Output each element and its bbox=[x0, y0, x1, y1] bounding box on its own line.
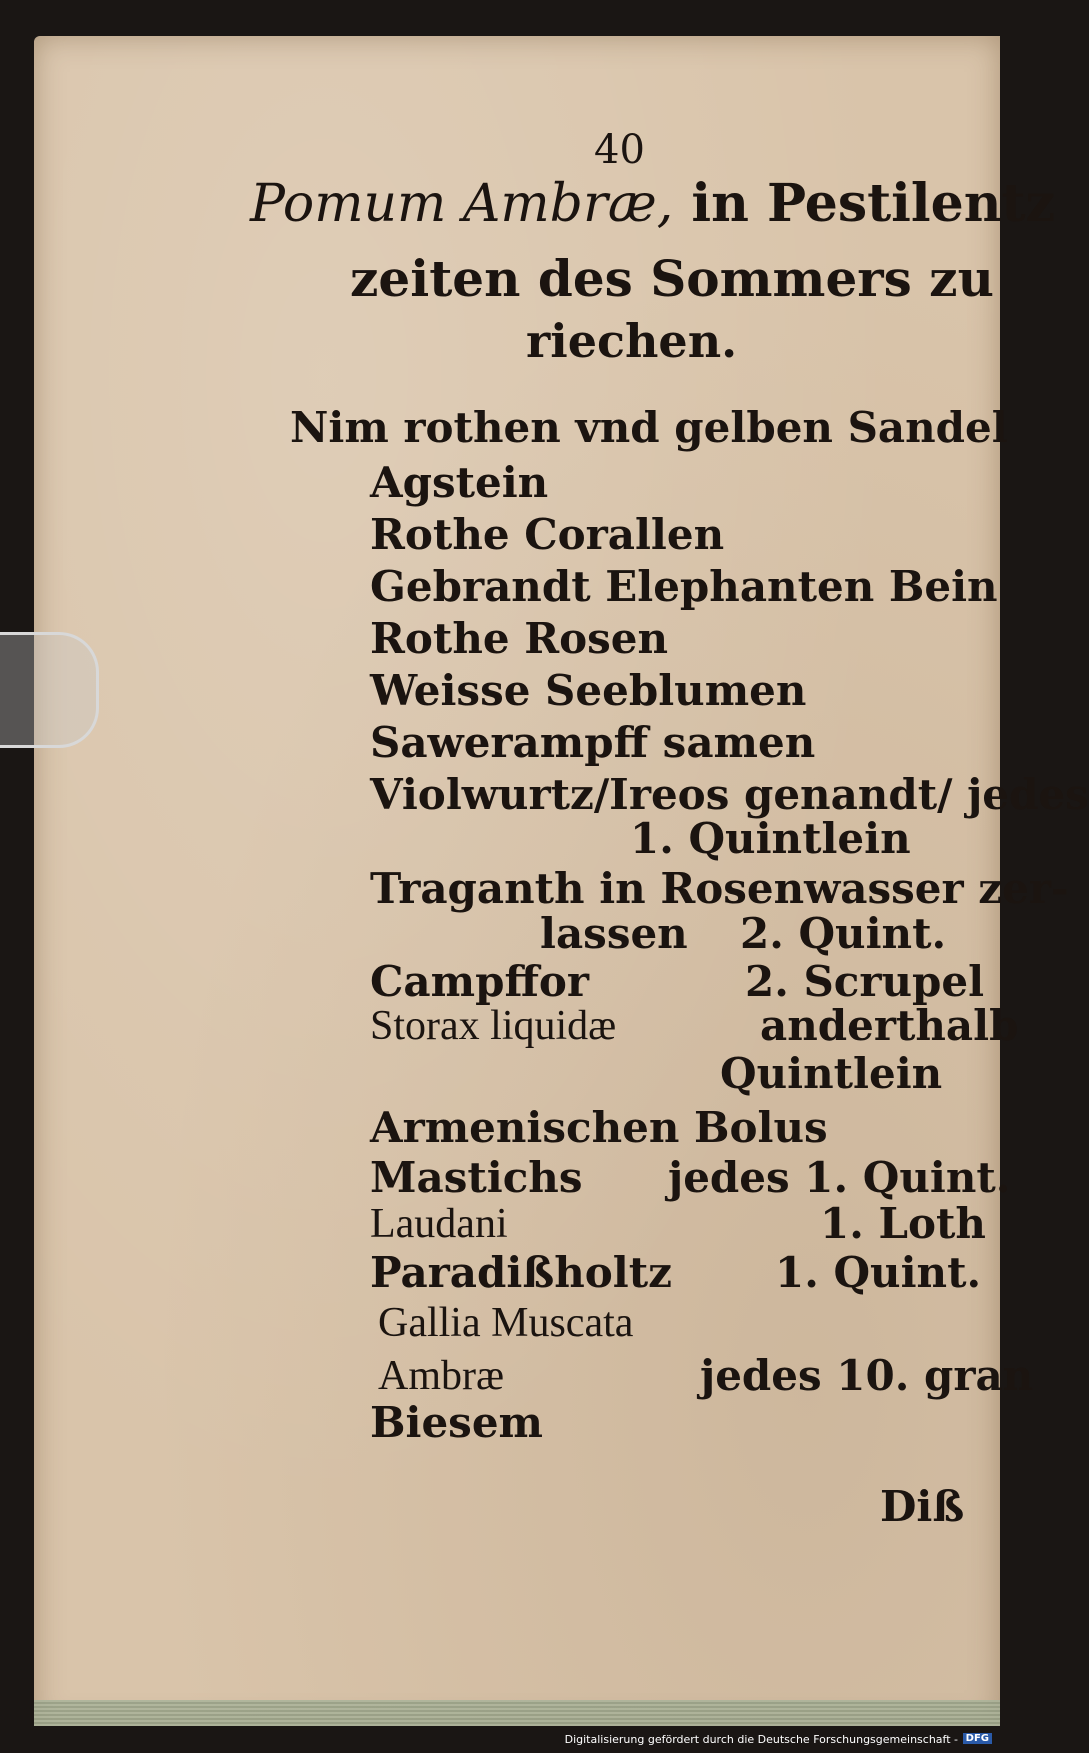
ingredient-amount: 2. Quint. bbox=[740, 909, 947, 958]
ingredient-text: Nim rothen vnd gelben Sandel bbox=[290, 403, 1008, 452]
ingredient-text: Storax liquidæ bbox=[370, 1003, 617, 1049]
ingredient-amount: jedes 10. gran bbox=[700, 1351, 1034, 1400]
page-number: 40 bbox=[594, 127, 645, 173]
title-line-3: riechen. bbox=[526, 314, 738, 368]
ingredient-amount: jedes 1. Quint. bbox=[668, 1153, 1011, 1202]
ingredient-text: Rothe Corallen bbox=[370, 510, 725, 559]
ingredient-text: Rothe Rosen bbox=[370, 614, 669, 663]
ingredient-text: Quintlein bbox=[720, 1049, 943, 1098]
title-german: in Pestilentz bbox=[691, 173, 1056, 234]
page-title bbox=[250, 173, 1056, 234]
ingredient-amount: anderthalb bbox=[760, 1001, 1019, 1050]
ingredient-text: Biesem bbox=[370, 1398, 543, 1447]
ingredient-text: Paradißholtz bbox=[370, 1248, 672, 1297]
ingredient-text: Laudani bbox=[370, 1201, 508, 1247]
catchword: Diß bbox=[880, 1482, 965, 1531]
ingredient-text: lassen bbox=[540, 909, 688, 958]
page-clip bbox=[0, 632, 99, 748]
ingredient-text: Traganth in Rosenwasser zer- bbox=[370, 864, 1069, 913]
ingredient-text: Gebrandt Elephanten Bein bbox=[370, 562, 998, 611]
title-latin: Pomum Ambræ, bbox=[250, 174, 674, 234]
title-line-2: zeiten des Sommers zu bbox=[350, 249, 994, 308]
ingredient-text: Mastichs bbox=[370, 1153, 583, 1202]
ingredient-amount: 1. Loth bbox=[820, 1199, 986, 1248]
ingredient-text: Gallia Muscata bbox=[378, 1300, 634, 1346]
ingredient-text: Ambræ bbox=[378, 1353, 504, 1399]
ingredient-text: Sawerampff samen bbox=[370, 718, 816, 767]
ingredient-text: 1. Quintlein bbox=[630, 814, 911, 863]
dfg-logo: DFG bbox=[963, 1733, 992, 1744]
ingredient-text: Weisse Seeblumen bbox=[370, 666, 807, 715]
ingredient-text: Armenischen Bolus bbox=[370, 1103, 828, 1152]
ingredient-amount: 1. Quint. bbox=[775, 1248, 982, 1297]
ingredient-amount: 2. Scrupel bbox=[745, 957, 985, 1006]
footer-credit: Digitalisierung gefördert durch die Deutsche Forschungsgemeinschaft - bbox=[564, 1733, 958, 1746]
ingredient-text: Campffor bbox=[370, 957, 590, 1006]
ingredient-text: Violwurtz/Ireos genandt/ jedes bbox=[370, 770, 1089, 819]
ingredient-text: Agstein bbox=[370, 458, 549, 507]
page-edge bbox=[34, 1700, 1000, 1726]
